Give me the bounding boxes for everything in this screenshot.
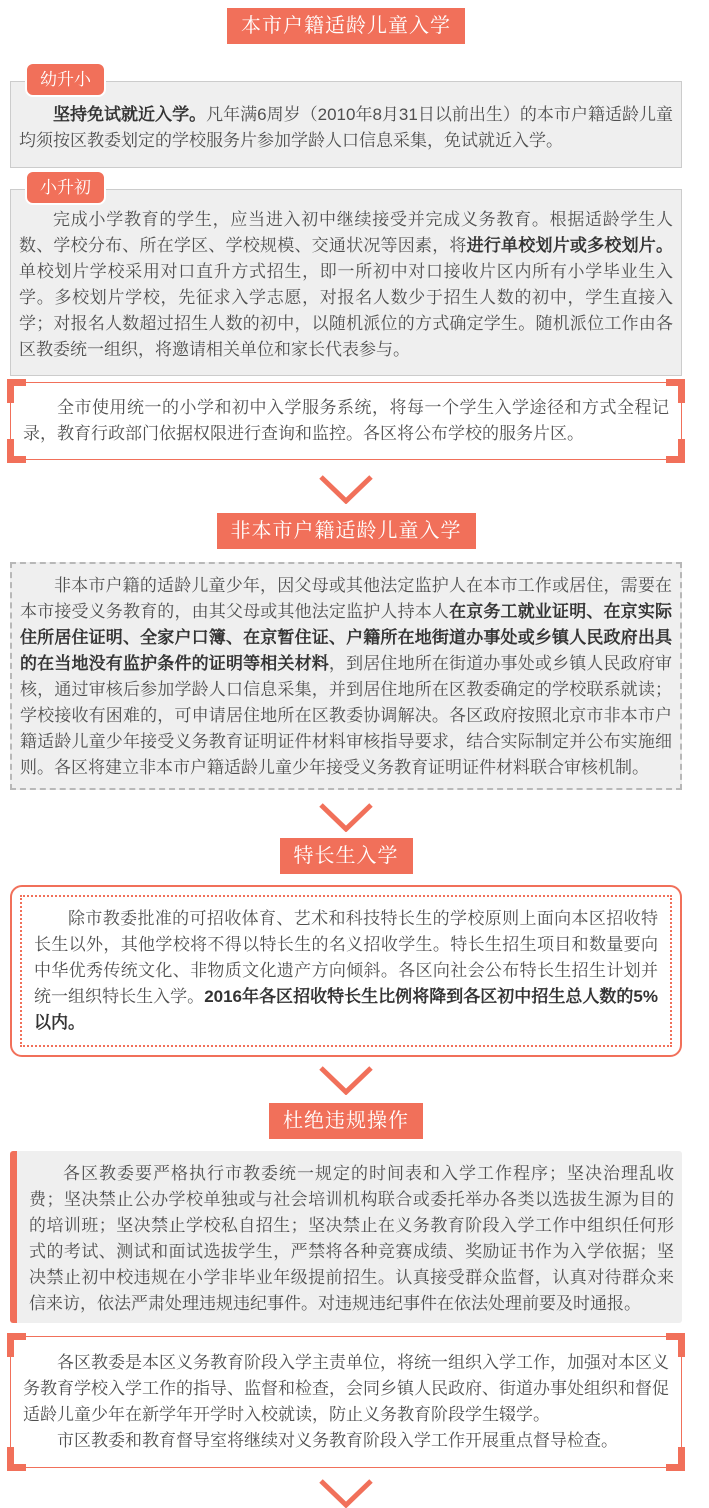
bold-text: 在京务工就业证明、在京实际住所居住证明、全家户口簿、在京暂住证、户籍所在地街道办事处或乡镇人民政府出具的在当地没有监护条件的证明等相关材料: [20, 602, 673, 673]
tag-primary-to-junior: 小升初: [25, 170, 106, 205]
corner-bracket-icon: [7, 1333, 26, 1357]
body-text: ，到居住地所在街道办事处或乡镇人民政府审核，通过审核后参加学龄人口信息采集，并到居住地所在区教委确定的学校联系就读；学校接收有困难的，可申请居住地所在区教委协调解决。各区政府按照北京市非本市户籍适龄儿童少年接受义务教育证明证件材料审核指导要求，结合实际制定并公布实施细则。各区将建立非本市户籍适龄儿童少年接受义务教育证明证件材料联合审核机制。: [20, 654, 673, 777]
nonlocal-policy-box: [10, 562, 682, 790]
section-title-no-violations: 杜绝违规操作: [269, 1103, 423, 1139]
section-title-local-children: 本市户籍适龄儿童入学: [227, 8, 465, 44]
paragraph: [19, 102, 673, 154]
bold-text: 坚持免试就近入学。: [53, 105, 207, 124]
violation-rules-box: [10, 1151, 682, 1323]
enrollment-system-note-box: [10, 382, 682, 460]
corner-bracket-icon: [666, 1333, 685, 1357]
body-text: 非本市户籍的适龄儿童少年，因父母或其他法定监护人在本市工作或居住，需要在本市接受义务教育的，由其父母或其他法定监护人持本人: [20, 576, 672, 621]
section-title-nonlocal-children: 非本市户籍适龄儿童入学: [217, 513, 476, 549]
primary-to-junior-box: [10, 189, 682, 376]
section-title-special-talent: 特长生入学: [280, 838, 413, 874]
paragraph: 全市使用统一的小学和初中入学服务系统，将每一个学生入学途径和方式全程记录，教育行政部门依据权限进行查询和监控。各区将公布学校的服务片区。: [23, 398, 669, 443]
paragraph: 市区教委和教育督导室将继续对义务教育阶段入学工作开展重点督导检查。: [57, 1431, 618, 1450]
down-chevron-icon: [318, 1065, 374, 1095]
bold-text: 2016年各区招收特长生比例将降到各区初中招生总人数的5%以内。: [34, 987, 659, 1032]
corner-bracket-icon: [666, 439, 685, 463]
kindergarten-to-primary-box: [10, 81, 682, 168]
corner-bracket-icon: [7, 379, 26, 403]
paragraph: [20, 573, 672, 781]
down-chevron-icon: [318, 1478, 374, 1508]
body-text: 单校划片学校采用对口直升方式招生，即一所初中对口接收片区内所有小学毕业生入学。多校划片学校，先征求入学志愿，对报名人数少于招生人数的初中，学生直接入学；对报名人数超过招生人数的初中，以随机派位的方式确定学生。随机派位工作由各区教委统一组织，将邀请相关单位和家长代表参与。: [19, 262, 673, 359]
responsibility-note-box: [10, 1336, 682, 1468]
corner-bracket-icon: [666, 379, 685, 403]
paragraph: 各区教委是本区义务教育阶段入学主责单位，将统一组织入学工作，加强对本区义务教育学校入学工作的指导、监督和检查，会同乡镇人民政府、街道办事处组织和督促适龄儿童少年在新学年开学时入校就读，防止义务教育阶段学生辍学。: [23, 1353, 669, 1424]
down-chevron-icon: [318, 474, 374, 504]
tag-kindergarten-to-primary: 幼升小: [25, 62, 106, 97]
paragraph: [34, 906, 658, 1036]
special-talent-box: [10, 885, 682, 1057]
corner-bracket-icon: [666, 1447, 685, 1471]
body-text: 除市教委批准的可招收体育、艺术和科技特长生的学校原则上面向本区招收特长生以外，其他学校将不得以特长生的名义招收学生。特长生招生项目和数量要向中华优秀传统文化、非物质文化遗产方向倾斜。各区向社会公布特长生招生计划并统一组织特长生入学。: [34, 909, 658, 1006]
bold-text: 进行单校划片或多校划片。: [466, 236, 674, 255]
body-text: 完成小学教育的学生，应当进入初中继续接受并完成义务教育。根据适龄学生人数、学校分布、所在学区、学校规模、交通状况等因素，将: [19, 210, 673, 255]
paragraph: 各区教委要严格执行市教委统一规定的时间表和入学工作程序；坚决治理乱收费；坚决禁止公办学校单独或与社会培训机构联合或委托举办各类以选拔生源为目的的培训班；坚决禁止学校私自招生；坚决禁止在义务教育阶段入学工作中组织任何形式的考试、测试和面试选拔学生，严禁将各种竞赛成绩、奖励证书作为入学依据；坚决禁止初中校违规在小学非毕业年级提前招生。认真接受群众监督，认真对待群众来信来访，依法严肃处理违规违纪事件。对违规违纪事件在依法处理前要及时通报。: [29, 1164, 674, 1313]
corner-bracket-icon: [7, 439, 26, 463]
body-text: 凡年满6周岁（2010年8月31日以前出生）的本市户籍适龄儿童均须按区教委划定的学校服务片参加学龄人口信息采集，免试就近入学。: [19, 105, 673, 150]
infographic-page: [10, 8, 682, 1508]
paragraph: [19, 207, 673, 363]
special-talent-inner-box: [20, 895, 672, 1047]
down-chevron-icon: [318, 802, 374, 832]
corner-bracket-icon: [7, 1447, 26, 1471]
